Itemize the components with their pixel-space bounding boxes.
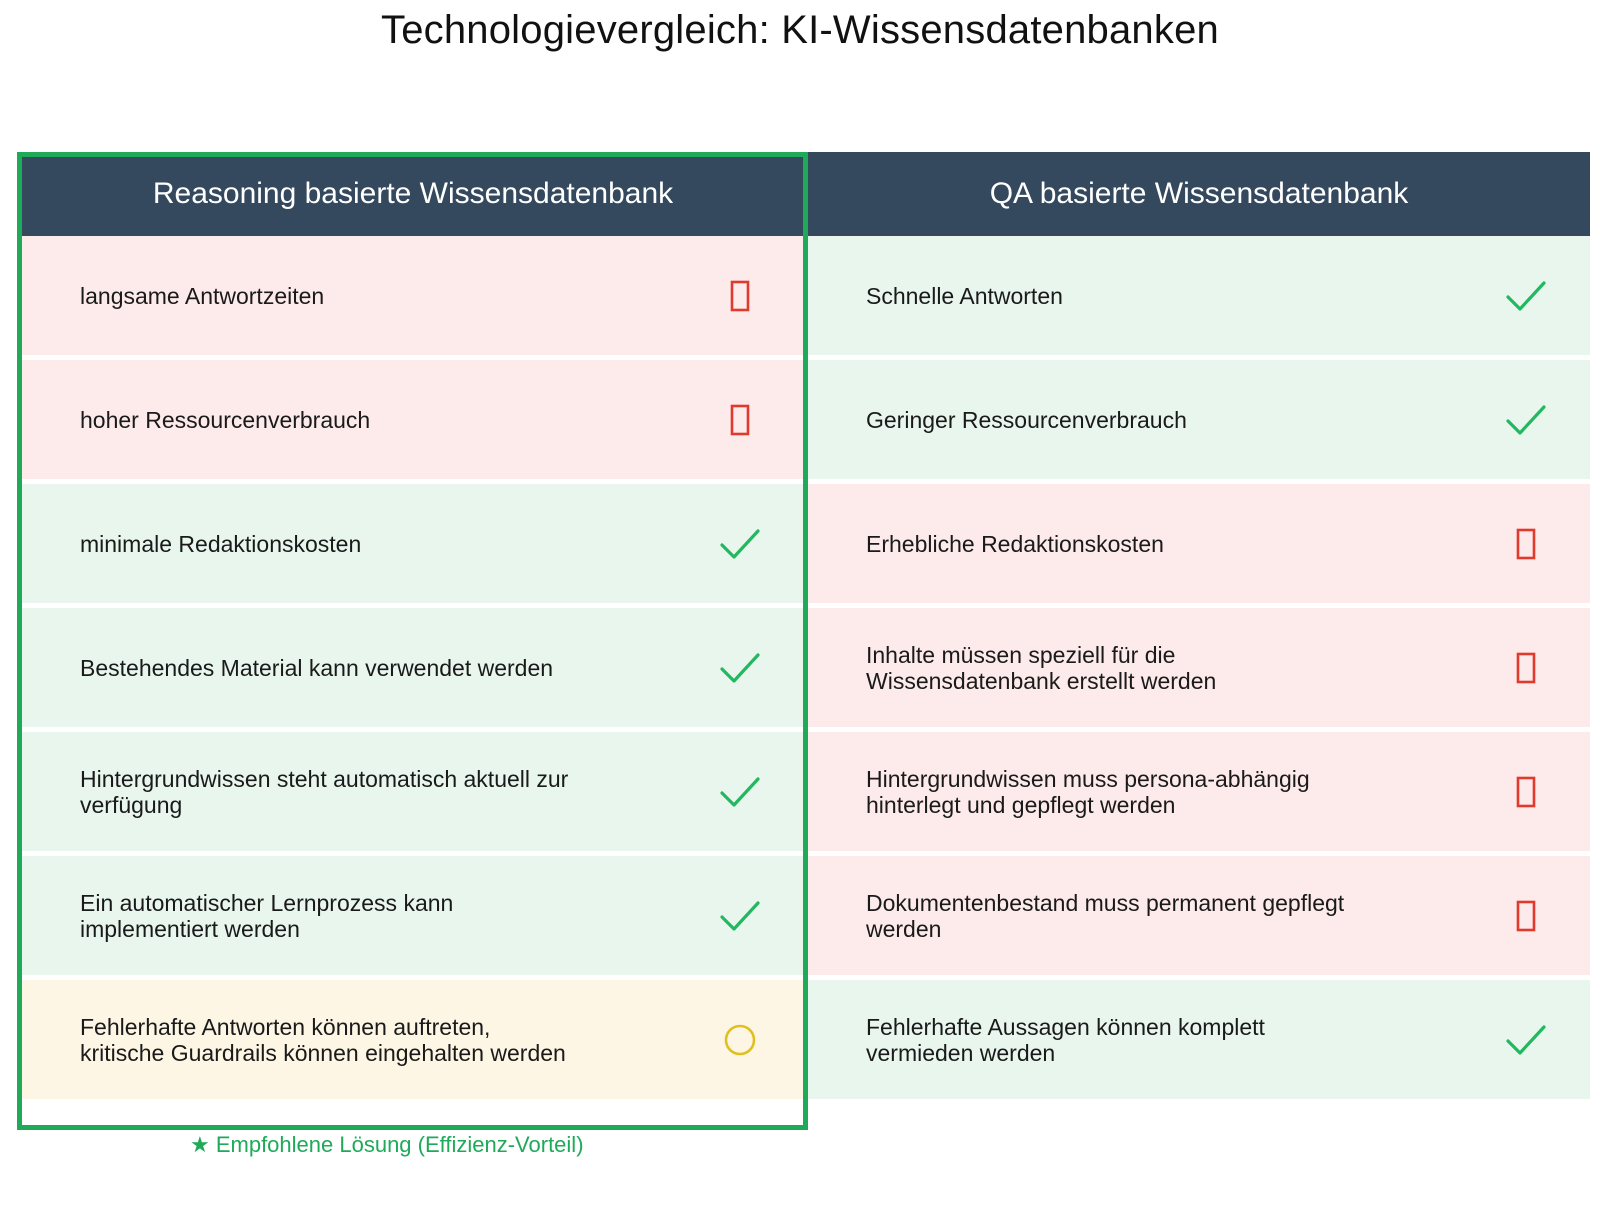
row-text: Dokumentenbestand muss permanent gepflegt werden [866,889,1345,942]
comparison-row [22,608,804,727]
cross-box-icon [718,274,762,318]
circle-icon [718,1018,762,1062]
row-text: Hintergrundwissen muss persona-abhängig hinterlegt und gepflegt werden [866,765,1310,818]
checkmark-icon [1504,398,1548,442]
column-header-qa: QA basierte Wissensdatenbank [808,152,1590,236]
comparison-row [22,484,804,603]
comparison-row [22,236,804,355]
row-text: Bestehendes Material kann verwendet werden [80,654,554,681]
checkmark-icon [1504,1018,1548,1062]
row-text: Geringer Ressourcenverbrauch [866,406,1187,433]
comparison-row [808,732,1590,851]
checkmark-icon [718,646,762,690]
comparison-row [808,856,1590,975]
column-header-reasoning: Reasoning basierte Wissensdatenbank [22,152,804,236]
cross-box-icon [1504,646,1548,690]
row-text: Fehlerhafte Aussagen können komplett vermieden werden [866,1013,1265,1066]
cross-box-icon [1504,894,1548,938]
column-reasoning [22,152,804,1099]
page-title: Technologievergleich: KI-Wissensdatenbanken [381,8,1219,52]
row-text: Ein automatischer Lernprozess kann implementiert werden [80,889,454,942]
row-text: Schnelle Antworten [866,282,1063,309]
cross-box-icon [1504,522,1548,566]
checkmark-icon [718,522,762,566]
comparison-row [808,484,1590,603]
checkmark-icon [718,894,762,938]
comparison-row [808,360,1590,479]
comparison-row [808,608,1590,727]
column-qa [808,152,1590,1099]
checkmark-icon [718,770,762,814]
comparison-row [808,980,1590,1099]
comparison-row [22,360,804,479]
cross-box-icon [718,398,762,442]
row-text: Hintergrundwissen steht automatisch aktuell zur verfügung [80,765,569,818]
cross-box-icon [1504,770,1548,814]
row-text: hoher Ressourcenverbrauch [80,406,371,433]
rows-qa [808,236,1590,1099]
comparison-row [22,732,804,851]
row-text: Fehlerhafte Antworten können auftreten, kritische Guardrails können eingehalten werden [80,1013,566,1066]
row-text: langsame Antwortzeiten [80,282,325,309]
row-text: minimale Redaktionskosten [80,530,362,557]
rows-reasoning [22,236,804,1099]
row-text: Erhebliche Redaktionskosten [866,530,1164,557]
row-text: Inhalte müssen speziell für die Wissensdatenbank erstellt werden [866,641,1217,694]
comparison-row [808,236,1590,355]
comparison-row [22,980,804,1099]
checkmark-icon [1504,274,1548,318]
comparison-row [22,856,804,975]
recommendation-note: ★ Empfohlene Lösung (Effizienz-Vorteil) [190,1132,584,1157]
